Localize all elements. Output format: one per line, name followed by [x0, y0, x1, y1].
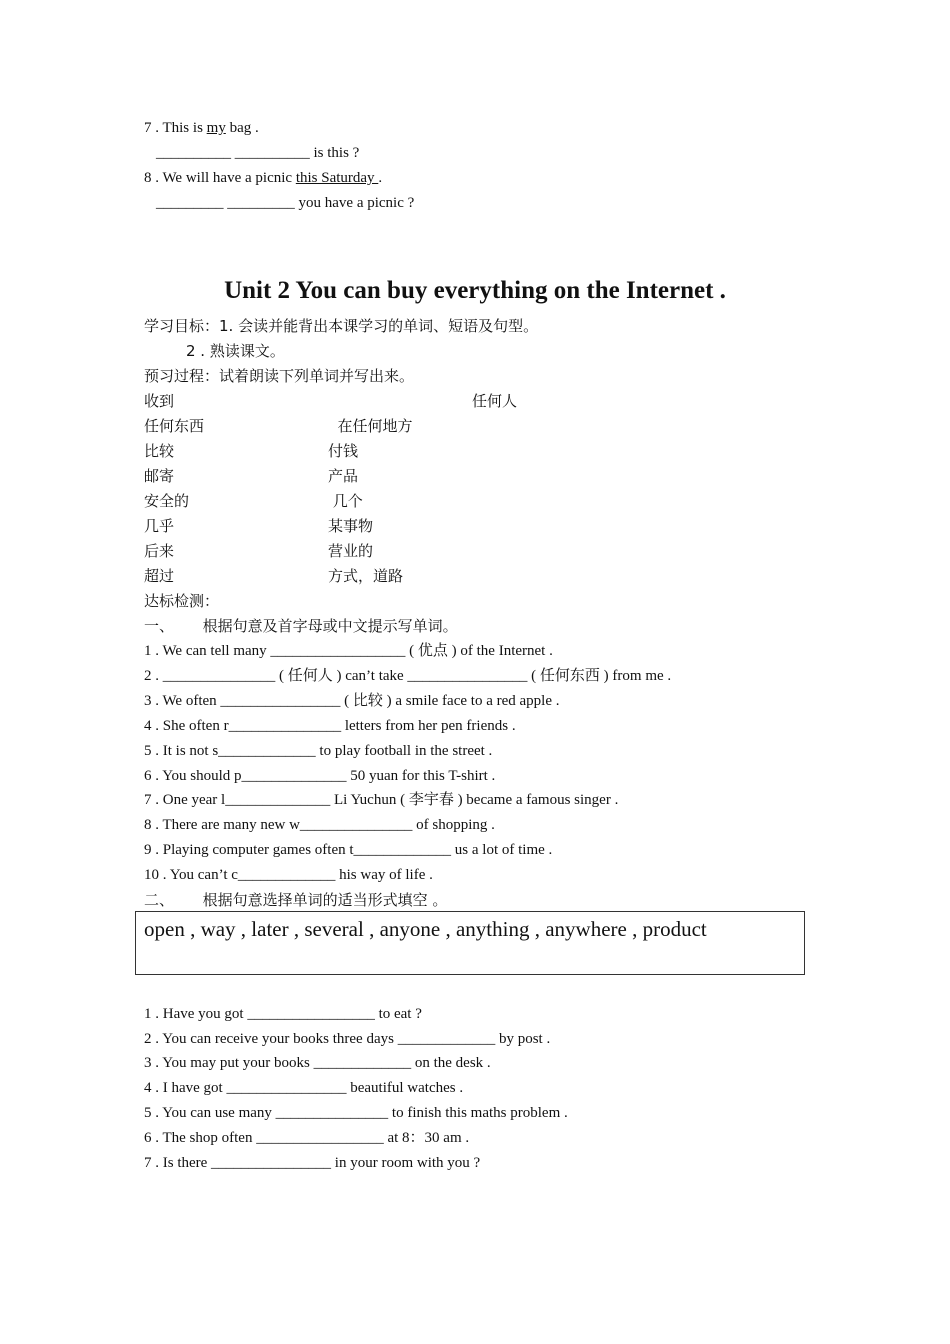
section2-item: 5 . You can use many _______________ to finish this maths problem . [144, 1105, 568, 1121]
section1-item: 9 . Playing computer games often t_____________ us a lot of time . [144, 842, 553, 858]
top-question-7 [144, 118, 259, 138]
q7-underlined: my [206, 120, 226, 136]
section1-heading: 一、 根据句意及首字母或中文提示写单词。 [144, 617, 458, 635]
section2-item: 4 . I have got ________________ beautiful watches . [144, 1080, 464, 1096]
preview-row [144, 466, 359, 486]
section2-item: 7 . Is there ________________ in your room with you ? [144, 1155, 481, 1171]
section1-item: 10 . You can’t c_____________ his way of life . [144, 867, 433, 883]
q7-pre: 7 . This is [144, 120, 207, 136]
section1-item: 1 . We can tell many __________________ ( 优点 ) of the Internet . [144, 643, 553, 659]
vocab-left: 后来 [144, 542, 175, 560]
section1-item: 7 . One year l______________ Li Yuchun ( 李宇春 ) became a famous singer . [144, 792, 619, 808]
unit-title: Unit 2 You can buy everything on the Internet . [224, 277, 726, 304]
vocab-right: 付钱 [328, 442, 359, 460]
preview-row [144, 491, 363, 511]
preview-row [144, 441, 359, 461]
vocab-right: 某事物 [328, 517, 374, 535]
vocab-right: 几个 [328, 492, 363, 510]
section1-item: 5 . It is not s_____________ to play football in the street . [144, 743, 493, 759]
word-bank-box [135, 911, 805, 975]
q8-pre: 8 . We will have a picnic [144, 170, 296, 186]
vocab-right: 方式，道路 [328, 567, 404, 585]
learning-goals-line2: 2 . 熟读课文。 [186, 342, 285, 360]
section1-item: 6 . You should p______________ 50 yuan for this T-shirt . [144, 768, 496, 784]
vocab-right: 产品 [328, 467, 359, 485]
vocab-left: 任何东西 [144, 417, 205, 435]
vocab-left: 邮寄 [144, 467, 175, 485]
section1-item: 2 . _______________ ( 任何人 ) can’t take ________________ ( 任何东西 ) from me . [144, 668, 672, 684]
section1-item: 3 . We often ________________ ( 比较 ) a smile face to a red apple . [144, 693, 560, 709]
top-question-8-answer: _________ _________ you have a picnic ? [156, 195, 415, 211]
vocab-left: 收到 [144, 392, 175, 410]
section1-item: 4 . She often r_______________ letters from her pen friends . [144, 718, 516, 734]
section1-item: 8 . There are many new w_______________ of shopping . [144, 817, 495, 833]
q8-post: . [378, 170, 383, 186]
q8-underlined: this Saturday [295, 170, 379, 186]
vocab-right: 在任何地方 [328, 417, 413, 435]
vocab-left: 安全的 [144, 492, 190, 510]
preview-row [144, 566, 404, 586]
preview-row [144, 541, 374, 561]
vocab-right: 营业的 [328, 542, 374, 560]
top-question-8 [144, 168, 382, 188]
test-heading: 达标检测： [144, 592, 220, 610]
preview-row [144, 416, 413, 436]
vocab-left: 超过 [144, 567, 175, 585]
vocab-left: 比较 [144, 442, 175, 460]
section2-item: 1 . Have you got _________________ to eat ? [144, 1006, 422, 1022]
vocab-left: 几乎 [144, 517, 175, 535]
preview-row [144, 516, 374, 536]
top-question-7-answer: __________ __________ is this ? [156, 145, 360, 161]
vocab-right: 任何人 [472, 392, 518, 410]
section2-item: 3 . You may put your books _____________ on the desk . [144, 1055, 491, 1071]
learning-goals-line1: 学习目标：1. 会读并能背出本课学习的单词、短语及句型。 [144, 317, 539, 335]
section2-item: 2 . You can receive your books three days _____________ by post . [144, 1031, 551, 1047]
word-bank: open , way , later , several , anyone , anything , anywhere , product [144, 917, 707, 941]
section2-heading: 二、 根据句意选择单词的适当形式填空 。 [144, 891, 448, 909]
preview-row [144, 391, 518, 411]
preview-heading: 预习过程：试着朗读下列单词并写出来。 [144, 367, 415, 385]
section2-item: 6 . The shop often _________________ at 8：30 am . [144, 1130, 470, 1146]
q7-post: bag . [225, 120, 259, 136]
